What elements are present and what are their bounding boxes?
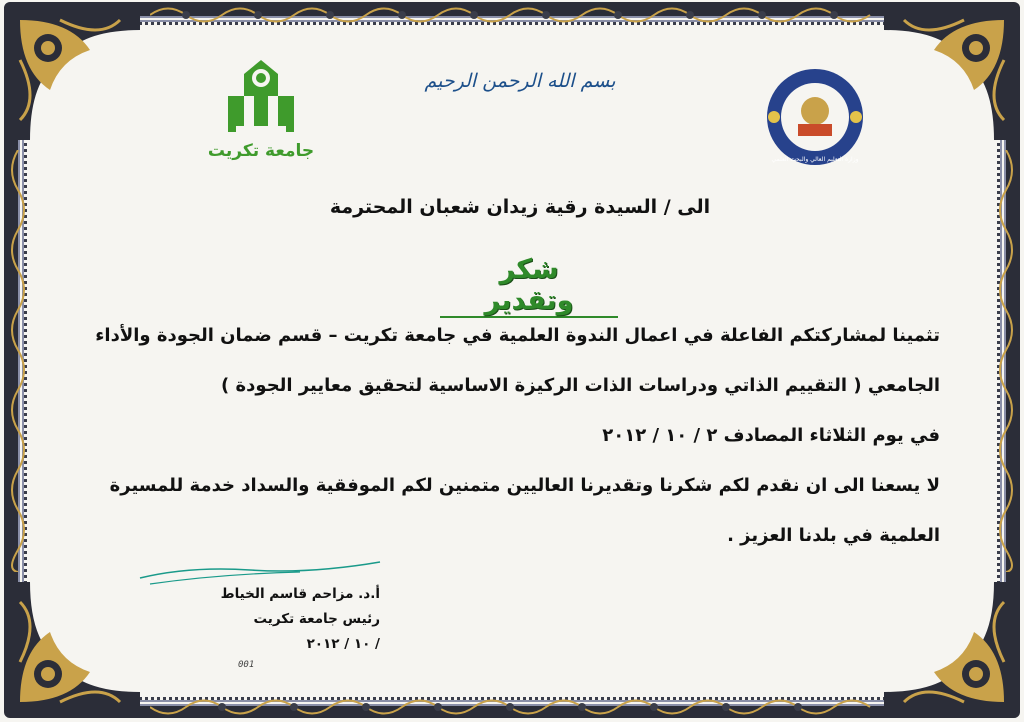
body-line: في يوم الثلاثاء المصادف ٢ / ١٠ / ٢٠١٢ [602,425,940,446]
certificate-title-box [440,254,618,316]
body-line: العلمية في بلدنا العزيز . [727,525,940,546]
body-line: الجامعي ( التقييم الذاتي ودراسات الذات الركيزة الاساسية لتحقيق معايير الجودة ) [221,375,940,396]
ministry-seal-icon [760,66,870,168]
certificate-body [92,316,940,566]
basmala: بسم الله الرحمن الرحيم [424,70,616,92]
body-line: تثمينا لمشاركتكم الفاعلة في اعمال الندوة العلمية في جامعة تكريت – قسم ضمان الجودة والأداء [95,325,940,346]
university-logo-text: جامعة تكريت [207,141,315,161]
corner-ornament-icon [874,0,1024,150]
signer-block [180,582,380,657]
corner-ornament-icon [0,572,150,722]
left-ornament-band [6,150,30,572]
right-ornament-band [994,150,1018,572]
top-ornament-band [150,2,874,28]
serial-number: 001 [238,660,255,670]
addressee: الى / السيدة رقية زيدان شعبان المحترمة [329,196,711,218]
ministry-seal-text: وزارة التعليم العالي والبحث العلمي [771,156,859,163]
signer-name: أ.د. مزاحم قاسم الخياط [220,586,380,602]
corner-ornament-icon [0,0,150,150]
signer-position: رئيس جامعة تكريت [253,611,380,627]
bottom-ornament-band [150,694,874,720]
signer-date: / ١٠ / ٢٠١٢ [306,636,380,652]
corner-ornament-icon [874,572,1024,722]
certificate-title: شكر وتقدير [440,254,618,318]
body-line: لا يسعنا الى ان نقدم لكم شكرنا وتقديرنا العاليين متمنين لكم الموفقية والسداد خدمة للمسيرة [109,475,940,496]
university-logo-icon [206,56,316,166]
